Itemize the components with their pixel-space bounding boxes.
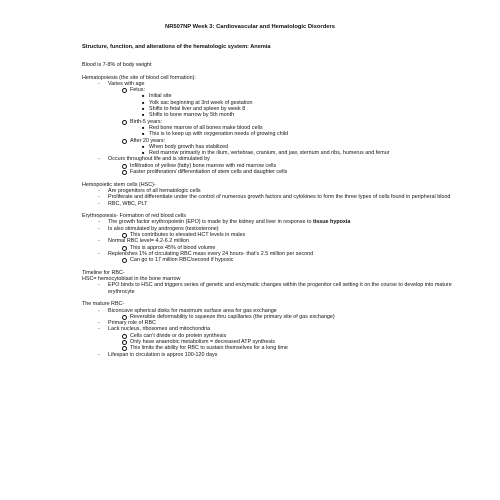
dash-marker: - bbox=[98, 250, 100, 257]
list-item: - Are progenitors of all hematologic cells bbox=[98, 187, 201, 194]
list-item: ■ Shifts to bone marrow by 5th month bbox=[142, 112, 235, 119]
list-item: Reversible deformability to squeeze thru capillaries (the primary site of gas exchange) bbox=[82, 314, 462, 320]
list-item: ■ Initial site bbox=[142, 93, 172, 100]
list-item: Only have anaerobic metabolism = decreased ATP synthesis bbox=[82, 339, 462, 345]
dash-marker: - bbox=[98, 225, 100, 232]
circle-bullet-icon bbox=[122, 170, 127, 175]
dash-marker: - bbox=[98, 282, 100, 289]
circle-bullet-icon bbox=[122, 258, 127, 263]
circle-bullet-icon bbox=[122, 346, 127, 351]
circle-bullet-icon bbox=[122, 315, 127, 320]
square-bullet-icon: ■ bbox=[142, 112, 145, 118]
circle-bullet-icon bbox=[122, 88, 127, 93]
dash-marker: - bbox=[98, 238, 100, 245]
circle-bullet-icon bbox=[122, 340, 127, 345]
dash-marker: - bbox=[98, 320, 100, 327]
circle-bullet-icon bbox=[122, 233, 127, 238]
dash-marker: - bbox=[98, 194, 100, 201]
dash-marker: - bbox=[98, 351, 100, 358]
square-bullet-icon: ■ bbox=[142, 93, 145, 99]
emphasis: tissue hypoxia bbox=[312, 219, 351, 226]
list-item: - EPO binds to HSC and triggers series of genetic and enzymatic changes within the progenitor cell setting it on the course to develop into mature erythrocyte bbox=[98, 282, 452, 295]
list-item: - Biconcave spherical disks for maximum surface area for gas exchange bbox=[98, 307, 277, 314]
list-item: - Proliferate and differentiate under the control of numerous growth factors and cytokines to form the three types of cells found in peripheral blood bbox=[98, 194, 451, 201]
list-item: Cells can’t divide or do protein synthesis bbox=[82, 333, 462, 339]
list-item: - Primary role of RBC bbox=[98, 320, 156, 327]
list-item: ■ This is to keep up with oxygenation needs of growing child bbox=[142, 131, 289, 138]
list-item: Infiltration of yellow (fatty) bone marrow with red marrow cells bbox=[82, 163, 462, 169]
list-item: This limits the ability for RBC to sustain themselves for a long time bbox=[82, 345, 462, 351]
circle-bullet-icon bbox=[122, 139, 127, 144]
square-bullet-icon: ■ bbox=[142, 124, 145, 130]
square-bullet-icon: ■ bbox=[142, 150, 145, 156]
paragraph: The mature RBC- bbox=[82, 301, 125, 308]
list-item: ■ Yolk sac beginning at 3rd week of gestation bbox=[142, 99, 253, 106]
circle-bullet-icon bbox=[122, 120, 127, 125]
list-item: - Is also stimulated by androgens (testosterone) bbox=[98, 225, 219, 232]
list-item: - Normal RBC level= 4.2-6.2 million bbox=[98, 238, 190, 245]
dash-marker: - bbox=[98, 219, 100, 226]
list-item: - Occurs throughout life and is stimulated by bbox=[98, 156, 210, 163]
dash-marker: - bbox=[98, 187, 100, 194]
list-item: After 20 years: bbox=[82, 138, 462, 144]
paragraph: Hemopoietic stem cells (HSC)- bbox=[82, 181, 156, 188]
list-item: - Lack nucleus, ribosomes and mitochondria bbox=[98, 326, 211, 333]
list-item: This contributes to elevated HCT levels in males bbox=[82, 232, 462, 238]
square-bullet-icon: ■ bbox=[142, 99, 145, 105]
list-item: - RBC, WBC, PLT bbox=[98, 200, 148, 207]
list-item: ■ When body growth has stabilized bbox=[142, 143, 229, 150]
list-item: - Lifespan in circulation is approx 100-120 days bbox=[98, 351, 218, 358]
dash-marker: - bbox=[98, 156, 100, 163]
list-item: ■ Red bone marrow of all bones make blood cells bbox=[142, 124, 263, 131]
square-bullet-icon: ■ bbox=[142, 131, 145, 137]
paragraph: Timeline for RBC- bbox=[82, 269, 125, 276]
list-item: This is approx 45% of blood volume bbox=[82, 245, 462, 251]
dash-marker: - bbox=[98, 326, 100, 333]
list-item: - The growth factor erythropoietin (EPO) is made by the kidney and liver in response to tissue hypoxia bbox=[98, 219, 351, 226]
circle-bullet-icon bbox=[122, 164, 127, 169]
square-bullet-icon: ■ bbox=[142, 143, 145, 149]
list-item: ■ Shifts to fetal liver and spleen by week 8 bbox=[142, 106, 246, 113]
list-item: - Replenishes 1% of circulating RBC mass every 24 hours- that’s 2.5 million per second bbox=[98, 250, 314, 257]
dash-marker: - bbox=[98, 307, 100, 314]
list-item: Can go to 17 million RBC/second if hypoxic bbox=[82, 257, 462, 263]
list-item: Fetus: bbox=[82, 87, 462, 93]
circle-bullet-icon bbox=[122, 334, 127, 339]
dash-marker: - bbox=[98, 80, 100, 87]
section-heading: Structure, function, and alterations of the hematologic system: Anemia bbox=[82, 44, 271, 50]
square-bullet-icon: ■ bbox=[142, 106, 145, 112]
list-item: Birth-5 years: bbox=[82, 119, 462, 125]
circle-bullet-icon bbox=[122, 246, 127, 251]
paragraph: Hematopoiesis (the site of blood cell formation): bbox=[82, 74, 196, 81]
list-item: - Varies with age bbox=[98, 80, 145, 87]
document-title: NR507NP Week 3: Cardiovascular and Hematologic Disorders bbox=[165, 24, 335, 30]
list-item: Faster proliferation/ differentiation of stem cells and daughter cells bbox=[82, 169, 462, 175]
list-item: ■ Red marrow primarily in the ilium, vertebrae, cranium, and jaw, sternum and ribs, humerus and femur bbox=[142, 150, 390, 157]
paragraph: HSC= hemocytoblast in the bone marrow bbox=[82, 276, 181, 283]
paragraph: Blood is 7-8% of body weight bbox=[82, 62, 152, 68]
paragraph: Erythropoiesis- Formation of red blood cells bbox=[82, 213, 186, 220]
dash-marker: - bbox=[98, 200, 100, 207]
document-body bbox=[82, 62, 462, 358]
